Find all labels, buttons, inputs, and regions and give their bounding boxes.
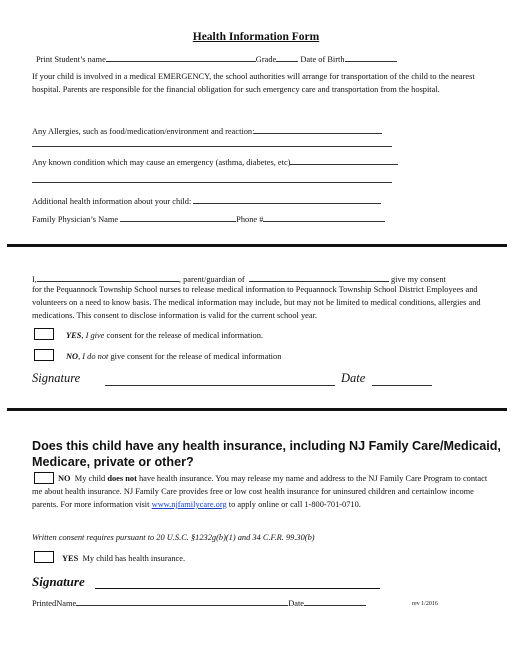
- consent-yes-italic: , I give: [81, 331, 105, 340]
- insurance-no-paragraph: [32, 472, 498, 511]
- conditions-extra-line[interactable]: [32, 182, 392, 183]
- consent-yes-bold: YES: [66, 331, 82, 340]
- physician-field[interactable]: [120, 213, 236, 222]
- printed-date-field[interactable]: [304, 597, 366, 606]
- consent-yes-row: [66, 331, 263, 341]
- consent-date-label: Date: [341, 371, 366, 385]
- consent-signature-field[interactable]: [105, 385, 335, 386]
- consent-no-checkbox[interactable]: [34, 349, 54, 361]
- consent-yes-text: consent for the release of medical information.: [104, 331, 264, 340]
- student-info-row: [36, 53, 397, 65]
- insurance-yes-checkbox[interactable]: [34, 551, 54, 563]
- consent-parent-label: , parent/guardian of: [178, 275, 245, 284]
- physician-row: [32, 213, 385, 225]
- allergies-extra-line[interactable]: [32, 146, 392, 147]
- njfamilycare-link[interactable]: www.njfamilycare.org: [151, 500, 227, 509]
- conditions-row: [32, 156, 398, 168]
- insurance-no-text-bold: does not: [107, 474, 137, 483]
- insurance-no-text-3: to apply online or call 1-800-701-0710.: [226, 500, 361, 509]
- insurance-no-text-2: have health insurance. You may release my name and address to the NJ Family Care Program to contact me about health insurance. NJ Family Care provides free or low cost health insurance for uninsured children and certainlow income parents. For more information visit: [32, 474, 488, 509]
- dob-field[interactable]: [345, 53, 397, 62]
- additional-row: [32, 195, 381, 207]
- insurance-heading: Does this child have any health insurance, including NJ Family Care/Medicaid, Medicare, private or other?: [32, 439, 501, 469]
- allergies-field[interactable]: [254, 125, 382, 134]
- student-name-field[interactable]: [106, 53, 256, 62]
- insurance-yes-text: My child has health insurance.: [82, 554, 186, 563]
- insurance-signature-field[interactable]: [95, 588, 380, 589]
- additional-label: Additional health information about your child:: [32, 197, 192, 206]
- phone-label: Phone #: [236, 215, 264, 224]
- printed-name-field[interactable]: [76, 597, 288, 606]
- insurance-no-bold: NO: [58, 474, 71, 483]
- consent-no-bold: NO: [66, 352, 79, 361]
- consent-signature-row: [32, 371, 80, 386]
- insurance-signature-label: Signature: [32, 574, 85, 589]
- consent-no-text: give consent for the release of medical information: [108, 352, 282, 361]
- student-name-label: Print Student’s name: [36, 55, 106, 64]
- insurance-yes-bold: YES: [62, 554, 79, 563]
- conditions-field[interactable]: [290, 156, 398, 165]
- consent-yes-checkbox[interactable]: [34, 328, 54, 340]
- consent-no-italic: , I do not: [78, 352, 109, 361]
- printed-name-row: [32, 597, 366, 609]
- section-divider-2: [7, 408, 507, 411]
- emergency-paragraph: If your child is involved in a medical EMERGENCY, the school authorities will arrange for transportation of the child to the nearest hospital. Parents are responsible for the financial obligation for such emergency care and transportation from the hospital.: [32, 72, 475, 94]
- consent-no-row: [66, 352, 281, 362]
- consent-signature-label: Signature: [32, 371, 81, 385]
- printed-name-label: PrintedName: [32, 599, 77, 608]
- physician-label: Family Physician’s Name: [32, 215, 119, 224]
- consent-give-label: give my consent: [390, 275, 446, 284]
- insurance-no-text-1: My child: [74, 474, 108, 483]
- parent-name-field[interactable]: [37, 273, 179, 282]
- section-divider-1: [7, 244, 507, 247]
- written-consent-note: Written consent requires pursuant to 20 U.S.C. §1232g(b)(1) and 34 C.F.R. 99.30(b): [32, 533, 315, 542]
- allergies-row: [32, 125, 382, 137]
- additional-field[interactable]: [193, 195, 381, 204]
- consent-i-label: I,: [32, 275, 37, 284]
- form-title: Health Information Form: [192, 31, 320, 43]
- dob-label: Date of Birth: [300, 55, 345, 64]
- revision-label: rev 1/2016: [412, 601, 438, 607]
- child-name-field[interactable]: [249, 273, 389, 282]
- conditions-label: Any known condition which may cause an emergency (asthma, diabetes, etc): [32, 158, 291, 167]
- grade-label: Grade: [255, 55, 277, 64]
- phone-field[interactable]: [263, 213, 385, 222]
- insurance-yes-row: [62, 554, 185, 564]
- allergies-label: Any Allergies, such as food/medication/environment and reaction:: [32, 127, 255, 136]
- consent-date-field[interactable]: [372, 385, 432, 386]
- printed-date-label: Date: [288, 599, 305, 608]
- consent-body: for the Pequannock Township School nurses to release medical information to Pequannock Township School District Employees and volunteers on a need to know basis. The medical information may include, but may not be limited to medical conditions, allergies and medications. This consent to disclose information is valid for the current school year.: [32, 285, 481, 320]
- grade-field[interactable]: [276, 53, 298, 62]
